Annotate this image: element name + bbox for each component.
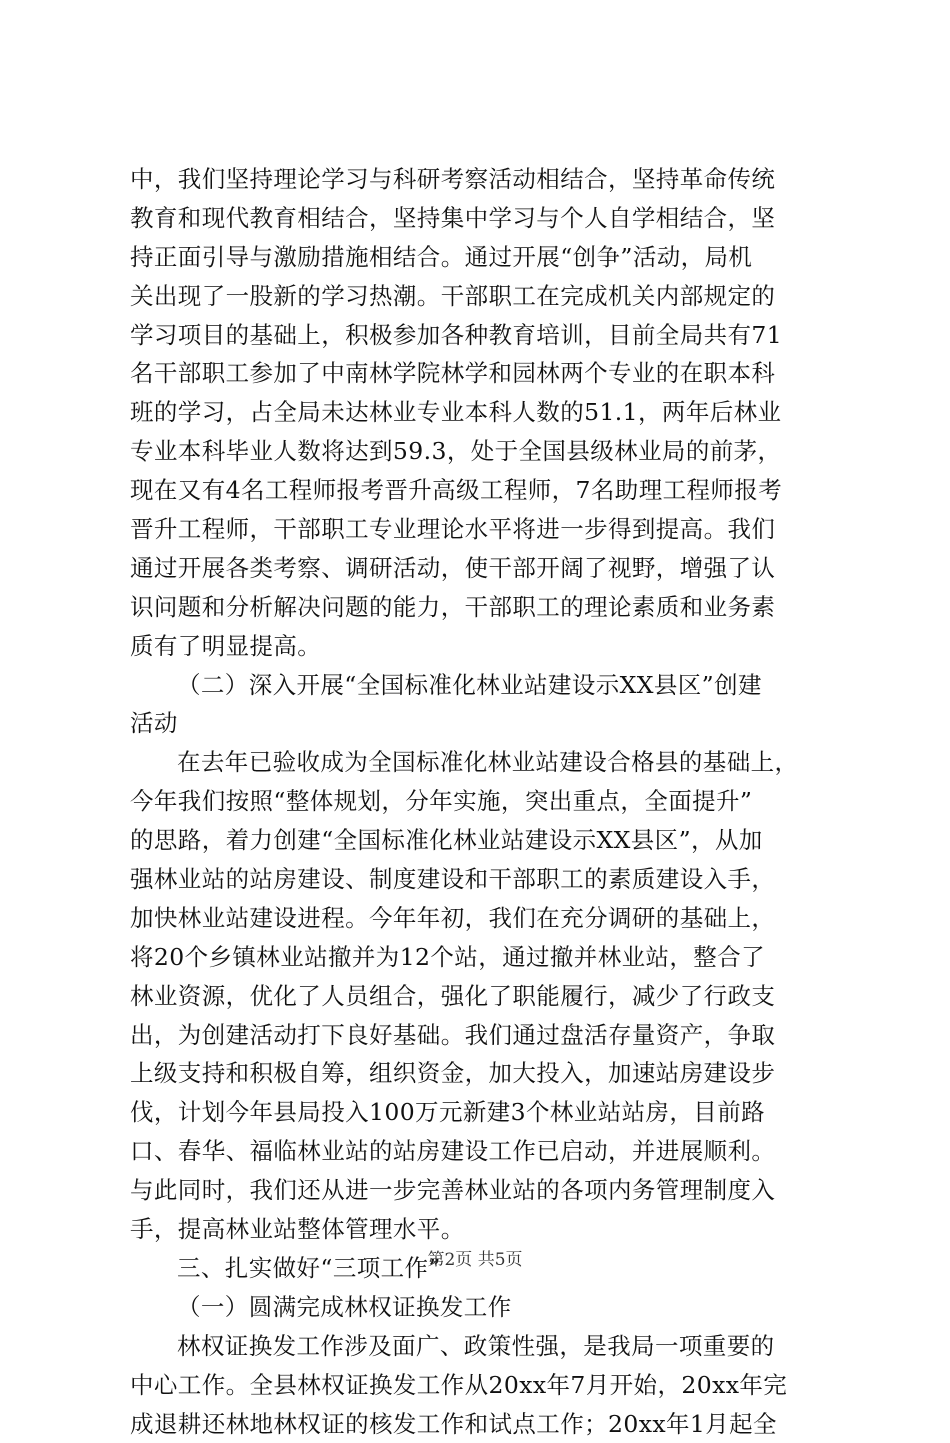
text-line: 强林业站的站房建设、制度建设和干部职工的素质建设入手， (130, 860, 830, 899)
text-line: 晋升工程师，干部职工专业理论水平将进一步得到提高。我们 (130, 510, 830, 549)
text-line: 伐，计划今年县局投入100万元新建3个林业站站房，目前路 (130, 1093, 830, 1132)
text-line: 名干部职工参加了中南林学院林学和园林两个专业的在职本科 (130, 354, 830, 393)
text-line: 教育和现代教育相结合，坚持集中学习与个人自学相结合，坚 (130, 199, 830, 238)
text-line: 班的学习，占全局未达林业专业本科人数的51.1，两年后林业 (130, 393, 830, 432)
text-line: 中心工作。全县林权证换发工作从20xx年7月开始，20xx年完 (130, 1366, 830, 1405)
text-line: 中，我们坚持理论学习与科研考察活动相结合，坚持革命传统 (130, 160, 830, 199)
text-line: 持正面引导与激励措施相结合。通过开展“创争”活动，局机 (130, 238, 830, 277)
text-line: 关出现了一股新的学习热潮。干部职工在完成机关内部规定的 (130, 277, 830, 316)
text-line: 成退耕还林地林权证的核发工作和试点工作；20xx年1月起全 (130, 1405, 830, 1443)
text-line: 与此同时，我们还从进一步完善林业站的各项内务管理制度入 (130, 1171, 830, 1210)
text-line: 林权证换发工作涉及面广、政策性强，是我局一项重要的 (130, 1327, 830, 1366)
section-heading: （二）深入开展“全国标准化林业站建设示XX县区”创建 (130, 666, 830, 705)
text-line: 林业资源，优化了人员组合，强化了职能履行，减少了行政支 (130, 977, 830, 1016)
section-heading-continued: 活动 (130, 704, 830, 743)
text-line: 加快林业站建设进程。今年年初，我们在充分调研的基础上， (130, 899, 830, 938)
text-line: 质有了明显提高。 (130, 627, 830, 666)
text-line: 通过开展各类考察、调研活动，使干部开阔了视野，增强了认 (130, 549, 830, 588)
text-line: 现在又有4名工程师报考晋升高级工程师，7名助理工程师报考 (130, 471, 830, 510)
text-line: 手，提高林业站整体管理水平。 (130, 1210, 830, 1249)
section-heading: 三、扎实做好“三项工作” (130, 1249, 830, 1288)
text-line: 学习项目的基础上，积极参加各种教育培训，目前全局共有71 (130, 316, 830, 355)
text-line: 的思路，着力创建“全国标准化林业站建设示XX县区”，从加 (130, 821, 830, 860)
text-line: 上级支持和积极自筹，组织资金，加大投入，加速站房建设步 (130, 1054, 830, 1093)
page-number-footer: 第2页 共5页 (0, 1245, 950, 1270)
text-line: 出，为创建活动打下良好基础。我们通过盘活存量资产，争取 (130, 1016, 830, 1055)
subsection-heading: （一）圆满完成林权证换发工作 (130, 1288, 830, 1327)
text-line: 识问题和分析解决问题的能力，干部职工的理论素质和业务素 (130, 588, 830, 627)
text-line: 将20个乡镇林业站撤并为12个站，通过撤并林业站，整合了 (130, 938, 830, 977)
text-line: 今年我们按照“整体规划，分年实施，突出重点，全面提升” (130, 782, 830, 821)
text-line: 专业本科毕业人数将达到59.3，处于全国县级林业局的前茅， (130, 432, 830, 471)
text-line: 口、春华、福临林业站的站房建设工作已启动，并进展顺利。 (130, 1132, 830, 1171)
text-line: 在去年已验收成为全国标准化林业站建设合格县的基础上， (130, 743, 830, 782)
